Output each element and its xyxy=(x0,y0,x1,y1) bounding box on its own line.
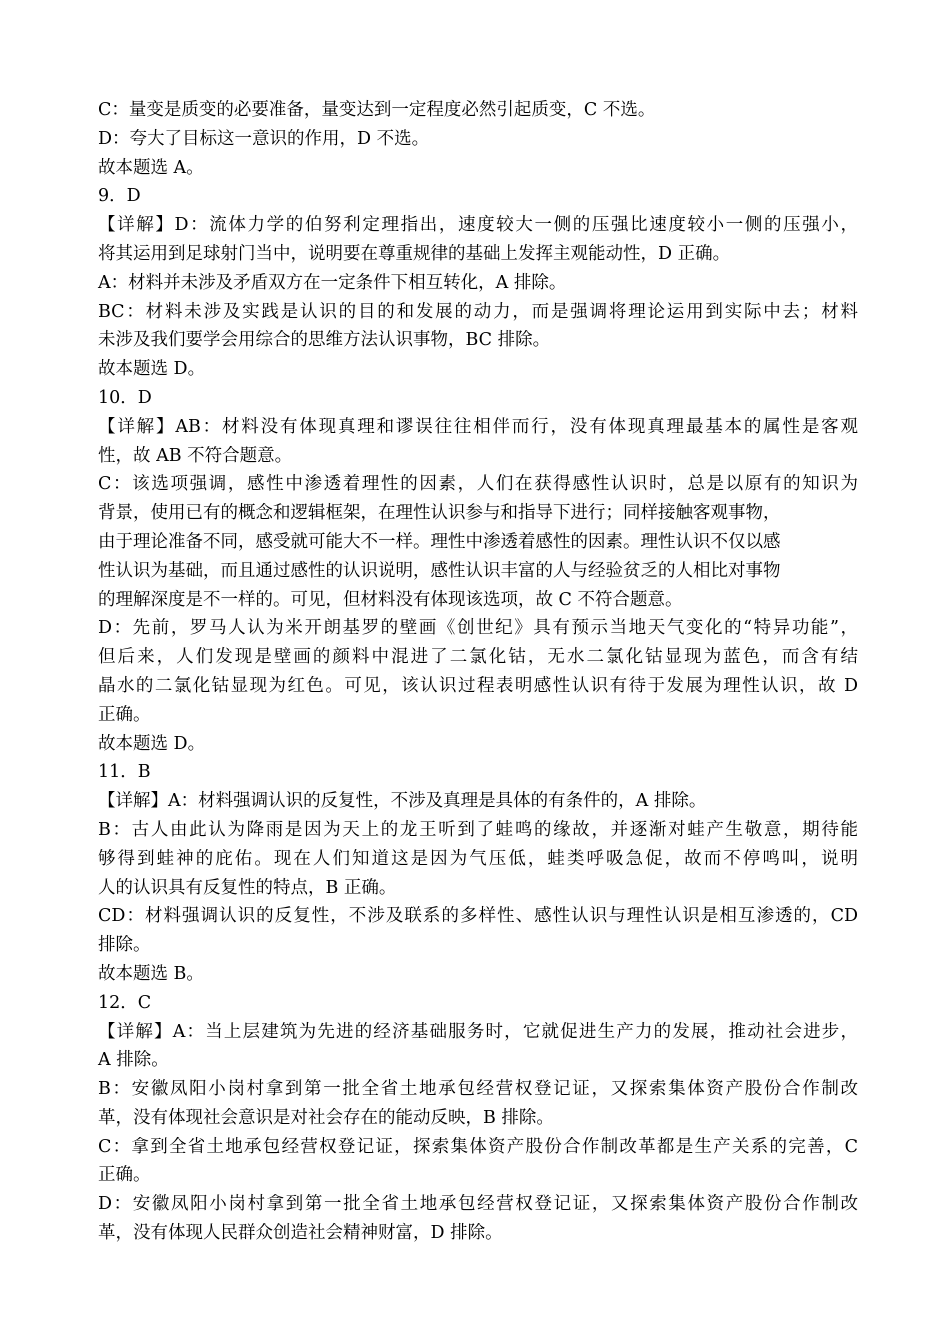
text-line: 性认识为基础，而且通过感性的认识说明，感性认识丰富的人与经验贫乏的人相比对事物 xyxy=(98,560,781,581)
text-line: 排除。 xyxy=(98,935,151,956)
text-line: 革，没有体现社会意识是对社会存在的能动反映，B 排除。 xyxy=(98,1107,554,1128)
document-page xyxy=(98,96,858,1248)
text-line: D：先前，罗马人认为米开朗基罗的壁画《创世纪》具有预示当地天气变化的“特异功能”， xyxy=(98,618,858,639)
text-line: 正确。 xyxy=(98,704,151,725)
text-line: 故本题选 D。 xyxy=(98,359,206,380)
question-number: 10．D xyxy=(98,387,152,408)
text-line: 故本题选 B。 xyxy=(98,963,204,984)
text-line: 由于理论准备不同，感受就可能大不一样。理性中渗透着感性的因素。理性认识不仅以感 xyxy=(98,531,781,552)
text-line: 将其运用到足球射门当中，说明要在尊重规律的基础上发挥主观能动性，D 正确。 xyxy=(98,243,731,264)
text-line: 【详解】AB：材料没有体现真理和谬误往往相伴而行，没有体现真理最基本的属性是客观 xyxy=(98,416,858,437)
text-line: 正确。 xyxy=(98,1165,151,1186)
text-line: B：古人由此认为降雨是因为天上的龙王听到了蛙鸣的缘故，并逐渐对蛙产生敬意，期待能 xyxy=(98,819,858,840)
text-line: C：量变是质变的必要准备，量变达到一定程度必然引起质变，C 不选。 xyxy=(98,100,656,120)
question-number: 9．D xyxy=(98,186,141,207)
text-line: 故本题选 A。 xyxy=(98,157,204,178)
text-line: 【详解】A：当上层建筑为先进的经济基础服务时，它就促进生产力的发展，推动社会进步， xyxy=(98,1021,858,1042)
text-line: 但后来，人们发现是壁画的颜料中混进了二氯化钴，无水二氯化钴显现为蓝色，而含有结 xyxy=(98,647,858,668)
text-line: 的理解深度是不一样的。可见，但材料没有体现该选项，故 C 不符合题意。 xyxy=(98,589,683,610)
text-line: 人的认识具有反复性的特点，B 正确。 xyxy=(98,877,397,898)
text-line: 够得到蛙神的庇佑。现在人们知道这是因为气压低，蛙类呼吸急促，故而不停鸣叫，说明 xyxy=(98,848,858,869)
text-line: 故本题选 D。 xyxy=(98,733,206,754)
text-line: BC：材料未涉及实践是认识的目的和发展的动力，而是强调将理论运用到实际中去；材料 xyxy=(98,301,858,322)
text-line: C：该选项强调，感性中渗透着理性的因素，人们在获得感性认识时，总是以原有的知识为 xyxy=(98,474,858,495)
text-line: CD：材料强调认识的反复性，不涉及联系的多样性、感性认识与理性认识是相互渗透的，CD xyxy=(98,906,858,927)
text-line: 性，故 AB 不符合题意。 xyxy=(98,445,293,466)
question-number: 11．B xyxy=(98,762,151,783)
text-line: 【详解】D：流体力学的伯努利定理指出，速度较大一侧的压强比速度较小一侧的压强小， xyxy=(98,215,858,236)
text-line: 晶水的二氯化钴显现为红色。可见，该认识过程表明感性认识有待于发展为理性认识，故 D xyxy=(98,675,858,696)
text-line: D：夸大了目标这一意识的作用，D 不选。 xyxy=(98,128,430,149)
text-line: 【详解】A：材料强调认识的反复性，不涉及真理是具体的有条件的，A 排除。 xyxy=(98,791,707,812)
text-line: A 排除。 xyxy=(98,1050,169,1071)
question-number: 12．C xyxy=(98,992,152,1013)
text-line: D：安徽凤阳小岗村拿到第一批全省土地承包经营权登记证，又探索集体资产股份合作制改 xyxy=(98,1194,858,1215)
text-line: C：拿到全省土地承包经营权登记证，探索集体资产股份合作制改革都是生产关系的完善，C xyxy=(98,1136,858,1157)
text-line: A：材料并未涉及矛盾双方在一定条件下相互转化，A 排除。 xyxy=(98,272,567,293)
text-line: 革，没有体现人民群众创造社会精神财富，D 排除。 xyxy=(98,1223,503,1244)
text-line: 背景，使用已有的概念和逻辑框架，在理性认识参与和指导下进行；同样接触客观事物， xyxy=(98,503,781,524)
text-line: 未涉及我们要学会用综合的思维方法认识事物，BC 排除。 xyxy=(98,330,551,351)
text-line: B：安徽凤阳小岗村拿到第一批全省土地承包经营权登记证，又探索集体资产股份合作制改 xyxy=(98,1079,858,1100)
